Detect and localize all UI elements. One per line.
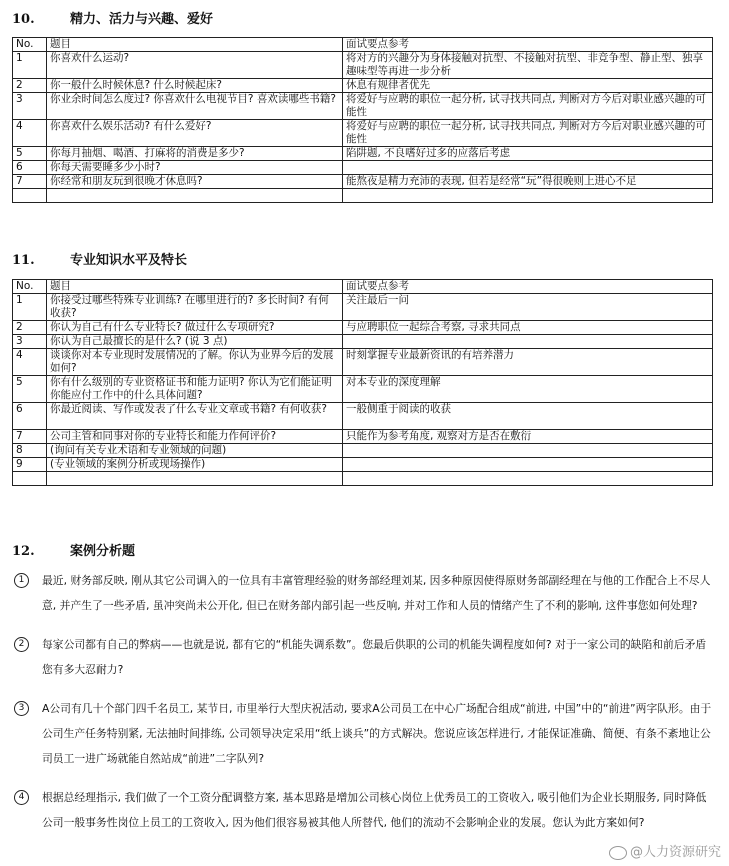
table-row <box>13 321 713 335</box>
question-cell: 公司主管和同事对你的专业特长和能力作何评价? <box>47 430 343 444</box>
row-number-cell: 1 <box>13 52 47 79</box>
row-number-cell: 9 <box>13 458 47 472</box>
section-heading: 精力、活力与兴趣、爱好 <box>70 12 214 27</box>
column-header: No. <box>13 38 47 52</box>
table-row <box>13 93 713 120</box>
row-number-cell: 4 <box>13 349 47 376</box>
question-cell: 你每天需要睡多少小时? <box>47 161 343 175</box>
question-cell: 你最近阅读、写作或发表了什么专业文章或书籍? 有何收获? <box>47 403 343 430</box>
interview-note-cell: 陷阱题, 不良嗜好过多的应落后考虑 <box>343 147 713 161</box>
row-number-cell: 7 <box>13 175 47 189</box>
table-row <box>13 458 713 472</box>
question-cell: 你经常和朋友玩到很晚才休息吗? <box>47 175 343 189</box>
row-number-cell <box>13 189 47 203</box>
interview-note-cell: 只能作为参考角度, 观察对方是否在敷衍 <box>343 430 713 444</box>
table-row <box>13 472 713 486</box>
table-row <box>13 444 713 458</box>
interview-note-cell: 对本专业的深度理解 <box>343 376 713 403</box>
interview-note-cell <box>343 444 713 458</box>
case-number-badge: 2 <box>14 637 29 652</box>
watermark-text: @人力资源研究 <box>629 845 721 860</box>
row-number-cell: 8 <box>13 444 47 458</box>
table-row <box>13 189 713 203</box>
table-row <box>13 335 713 349</box>
case-text: 根据总经理指示, 我们做了一个工资分配调整方案, 基本思路是增加公司核心岗位上优秀员工的工资收入, 吸引他们为企业长期服务, 同时降低公司一般事务性岗位上员工的工资收入, 因为他们很容易被其他人所替代, 他们的流动不会影响企业的发展。您认为此方案如何? <box>42 791 707 829</box>
interview-note-cell: 将爱好与应聘的职位一起分析, 试寻找共同点, 判断对方今后对职业感兴趣的可能性 <box>343 120 713 147</box>
table-header-row <box>13 38 713 52</box>
interview-note-cell <box>343 335 713 349</box>
row-number-cell <box>13 472 47 486</box>
table-header-row <box>13 280 713 294</box>
row-number-cell: 5 <box>13 376 47 403</box>
table-row <box>13 120 713 147</box>
interview-note-cell <box>343 472 713 486</box>
row-number-cell: 3 <box>13 335 47 349</box>
table-row <box>13 147 713 161</box>
table-row <box>13 403 713 430</box>
question-cell: 你喜欢什么娱乐活动? 有什么爱好? <box>47 120 343 147</box>
section-number: 10. <box>12 12 35 27</box>
interview-note-cell: 关注最后一问 <box>343 294 713 321</box>
interview-note-cell: 一般侧重于阅读的收获 <box>343 403 713 430</box>
question-cell: (询问有关专业术语和专业领域的问题) <box>47 444 343 458</box>
interest-question-table <box>12 37 713 203</box>
question-cell: 谈谈你对本专业现时发展情况的了解。你认为业界今后的发展如何? <box>47 349 343 376</box>
column-header: 面试要点参考 <box>343 38 713 52</box>
interview-note-cell: 将对方的兴趣分为身体接触对抗型、不接触对抗型、非竞争型、静止型、独享趣味型等再进一步分析 <box>343 52 713 79</box>
table-row <box>13 175 713 189</box>
row-number-cell: 7 <box>13 430 47 444</box>
interview-note-cell: 与应聘职位一起综合考察, 寻求共同点 <box>343 321 713 335</box>
case-text: 最近, 财务部反映, 刚从其它公司调入的一位具有丰富管理经验的财务部经理刘某, 因多种原因使得原财务部副经理在与他的工作配合上不尽人意, 并产生了一些矛盾, 虽冲突尚未公开化, 但已在财务部内部引起一些反响, 并对工作和人员的情绪产生了不利的影响, 这件事您如何处理? <box>42 574 711 612</box>
row-number-cell: 3 <box>13 93 47 120</box>
column-header: 题目 <box>47 38 343 52</box>
interview-note-cell <box>343 458 713 472</box>
row-number-cell: 4 <box>13 120 47 147</box>
case-number-badge: 4 <box>14 790 29 805</box>
case-number-badge: 3 <box>14 701 29 716</box>
case-item <box>14 632 714 682</box>
question-cell <box>47 189 343 203</box>
watermark <box>609 841 721 860</box>
case-item <box>14 568 714 618</box>
case-item <box>14 696 714 771</box>
case-number-badge: 1 <box>14 573 29 588</box>
question-cell: 你一般什么时候休息? 什么时候起床? <box>47 79 343 93</box>
section-12-title <box>12 540 135 559</box>
table-row <box>13 349 713 376</box>
section-11-title <box>12 249 187 268</box>
case-item <box>14 785 714 835</box>
question-cell: 你业余时间怎么度过? 你喜欢什么电视节目? 喜欢读哪些书籍? <box>47 93 343 120</box>
row-number-cell: 2 <box>13 321 47 335</box>
section-10-title <box>12 8 213 27</box>
row-number-cell: 1 <box>13 294 47 321</box>
table-row <box>13 376 713 403</box>
table-row <box>13 294 713 321</box>
expertise-question-table <box>12 279 713 486</box>
question-cell: (专业领域的案例分析或现场操作) <box>47 458 343 472</box>
question-cell: 你有什么级别的专业资格证书和能力证明? 你认为它们能证明你能应付工作中的什么具体问题? <box>47 376 343 403</box>
row-number-cell: 5 <box>13 147 47 161</box>
weibo-icon <box>609 846 627 860</box>
column-header: 题目 <box>47 280 343 294</box>
table-row <box>13 52 713 79</box>
question-cell: 你接受过哪些特殊专业训练? 在哪里进行的? 多长时间? 有何收获? <box>47 294 343 321</box>
interview-note-cell: 时刻掌握专业最新资讯的有培养潜力 <box>343 349 713 376</box>
row-number-cell: 6 <box>13 403 47 430</box>
column-header: No. <box>13 280 47 294</box>
question-cell: 你每月抽烟、喝酒、打麻将的消费是多少? <box>47 147 343 161</box>
case-text: 每家公司都有自己的弊病——也就是说, 都有它的“机能失调系数”。您最后供职的公司的机能失调程度如何? 对于一家公司的缺陷和前后矛盾您有多大忍耐力? <box>42 638 707 676</box>
row-number-cell: 6 <box>13 161 47 175</box>
row-number-cell: 2 <box>13 79 47 93</box>
case-text: A公司有几十个部门四千名员工, 某节日, 市里举行大型庆祝活动, 要求A公司员工在中心广场配合组成“前进, 中国”中的“前进”两字队形。由于公司生产任务特别紧, 无法抽时间排练, 公司领导决定采用“纸上谈兵”的方式解决。您说应该怎样进行, 才能保证准确、简便、有条不紊地让公司员工一进广场就能自然站成“前进”二字队列? <box>42 702 712 765</box>
table-row <box>13 79 713 93</box>
section-number: 11. <box>12 253 35 268</box>
question-cell: 你喜欢什么运动? <box>47 52 343 79</box>
table-row <box>13 430 713 444</box>
question-cell: 你认为自己有什么专业特长? 做过什么专项研究? <box>47 321 343 335</box>
section-heading: 案例分析题 <box>70 544 136 559</box>
interview-note-cell <box>343 189 713 203</box>
question-cell: 你认为自己最擅长的是什么? (说 3 点) <box>47 335 343 349</box>
interview-note-cell: 休息有规律者优先 <box>343 79 713 93</box>
interview-note-cell: 能熬夜是精力充沛的表现, 但若是经常“玩”得很晚则上进心不足 <box>343 175 713 189</box>
interview-note-cell <box>343 161 713 175</box>
section-heading: 专业知识水平及特长 <box>70 253 188 268</box>
column-header: 面试要点参考 <box>343 280 713 294</box>
section-number: 12. <box>12 544 35 559</box>
table-row <box>13 161 713 175</box>
interview-note-cell: 将爱好与应聘的职位一起分析, 试寻找共同点, 判断对方今后对职业感兴趣的可能性 <box>343 93 713 120</box>
question-cell <box>47 472 343 486</box>
case-list <box>14 568 714 835</box>
